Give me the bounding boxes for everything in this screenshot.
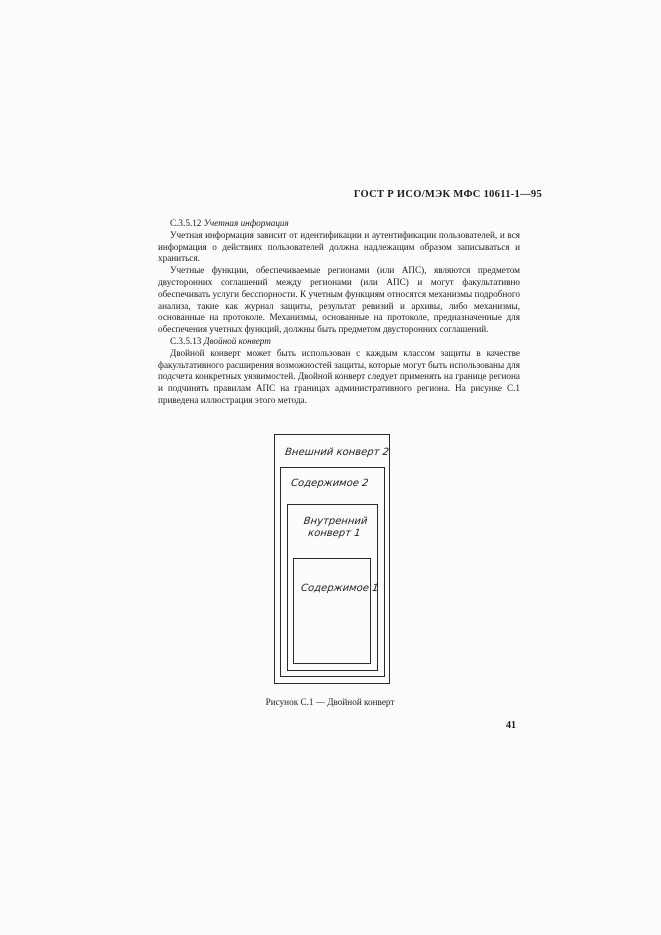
content-1-label: Содержимое 1 bbox=[300, 583, 380, 594]
inner-envelope-label-line1: Внутренний bbox=[303, 516, 368, 527]
section-number: С.3.5.13 bbox=[170, 335, 202, 346]
section-heading bbox=[158, 336, 520, 348]
section-title: Учетная информация bbox=[203, 218, 289, 228]
section-heading bbox=[158, 218, 520, 230]
content-2-label: Содержимое 2 bbox=[290, 478, 370, 489]
document-header: ГОСТ Р ИСО/МЭК МФС 10611-1—95 bbox=[353, 189, 542, 200]
paragraph: Двойной конверт может быть использован с каждым классом защиты в качестве факультативного расширения возможностей защиты, которые могут быть использованы для подсчета конкретных уязвимостей. Двойной конверт следует применять на границе региона и подчинять правилам АПС на границах административного региона. На рисунке С.1 приведена иллюстрация этого метода. bbox=[158, 347, 520, 405]
inner-envelope-label-line2: конверт 1 bbox=[307, 528, 362, 539]
figure-caption: Рисунок С.1 — Двойной конверт bbox=[265, 697, 395, 707]
section-number: С.3.5.12 bbox=[170, 218, 202, 228]
inner-envelope-label bbox=[302, 516, 368, 540]
paragraph: Учетная информация зависит от идентификации и аутентификации пользователей, и вся информация о действиях пользователей должна надлежащим образом записываться и храниться. bbox=[158, 229, 520, 264]
outer-envelope-label: Внешний конверт 2 bbox=[284, 447, 390, 458]
section-title: Двойной конверт bbox=[203, 335, 271, 346]
page-number: 41 bbox=[506, 720, 516, 731]
document-body bbox=[158, 218, 520, 407]
paragraph: Учетные функции, обеспечиваемые регионами (или АПС), являются предметом двусторонних соглашений между регионами (или АПС) и могут факультативно обеспечивать услуги бесспорности. К учетным функциям относятся механизмы подробного анализа, такие как журнал защиты, результат ревизий и архивы, либо механизмы, основанные на протоколе. Механизмы, основанные на протоколе, предназначенные для обеспечения учетных функций, должны быть предметом двусторонних соглашений. bbox=[158, 265, 520, 335]
content-1-box bbox=[293, 558, 371, 664]
